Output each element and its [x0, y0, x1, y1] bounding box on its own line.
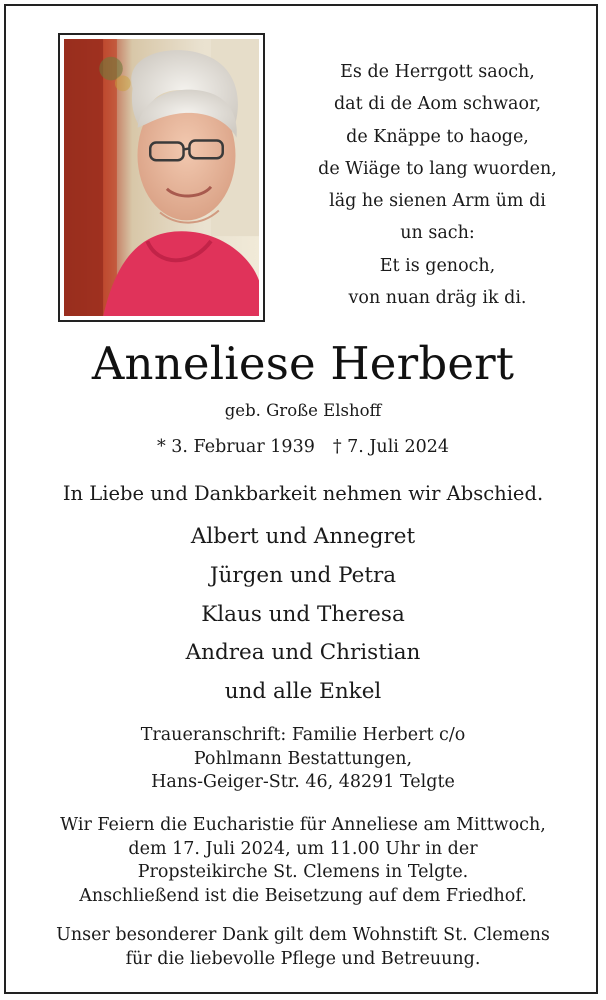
poem-line: de Wiäge to lang wuorden,: [318, 158, 557, 179]
service-line: Wir Feiern die Eucharistie für Anneliese am Mittwoch,: [60, 815, 546, 835]
thanks-line: Unser besonderer Dank gilt dem Wohnstift St. Clemens: [56, 925, 550, 945]
address-line: Traueranschrift: Familie Herbert c/o: [140, 725, 466, 745]
mourning-address: [0, 724, 606, 795]
mourner-line: Klaus und Theresa: [201, 601, 405, 627]
portrait-image: [64, 39, 259, 316]
birth-date: * 3. Februar 1939: [156, 437, 315, 457]
poem-line: de Knäppe to haoge,: [346, 126, 529, 147]
service-line: Anschließend ist die Beisetzung auf dem Friedhof.: [79, 885, 527, 906]
mourner-line: Andrea und Christian: [185, 640, 421, 666]
poem-line: un sach:: [400, 223, 475, 244]
thanks-note: [0, 924, 606, 971]
poem-line: Es de Herrgott saoch,: [340, 62, 535, 82]
mourner-line: Jürgen und Petra: [209, 562, 397, 588]
service-line: dem 17. Juli 2024, um 11.00 Uhr in der: [128, 838, 478, 859]
portrait-photo: [58, 33, 265, 322]
farewell-line: In Liebe und Dankbarkeit nehmen wir Abschied.: [62, 482, 544, 505]
mourner-line: und alle Enkel: [224, 679, 382, 705]
address-line: Pohlmann Bestattungen,: [193, 748, 413, 769]
birth-name: geb. Große Elshoff: [224, 401, 382, 420]
poem-line: dat di de Aom schwaor,: [333, 94, 542, 115]
death-date: † 7. Juli 2024: [332, 437, 449, 457]
poem-line: von nuan dräg ik di.: [348, 288, 527, 309]
poem: [295, 56, 580, 314]
service-info: [0, 814, 606, 908]
life-dates: [0, 433, 606, 461]
poem-line: Et is genoch,: [379, 255, 496, 276]
thanks-line: für die liebevolle Pflege und Betreuung.: [125, 948, 481, 969]
mourners-list: [0, 518, 606, 712]
mourner-line: Albert und Annegret: [190, 524, 416, 549]
address-line: Hans-Geiger-Str. 46, 48291 Telgte: [151, 772, 455, 792]
poem-line: läg he sienen Arm üm di: [329, 191, 546, 212]
service-line: Propsteikirche St. Clemens in Telgte.: [137, 862, 469, 882]
deceased-name: Anneliese Herbert: [91, 337, 515, 390]
